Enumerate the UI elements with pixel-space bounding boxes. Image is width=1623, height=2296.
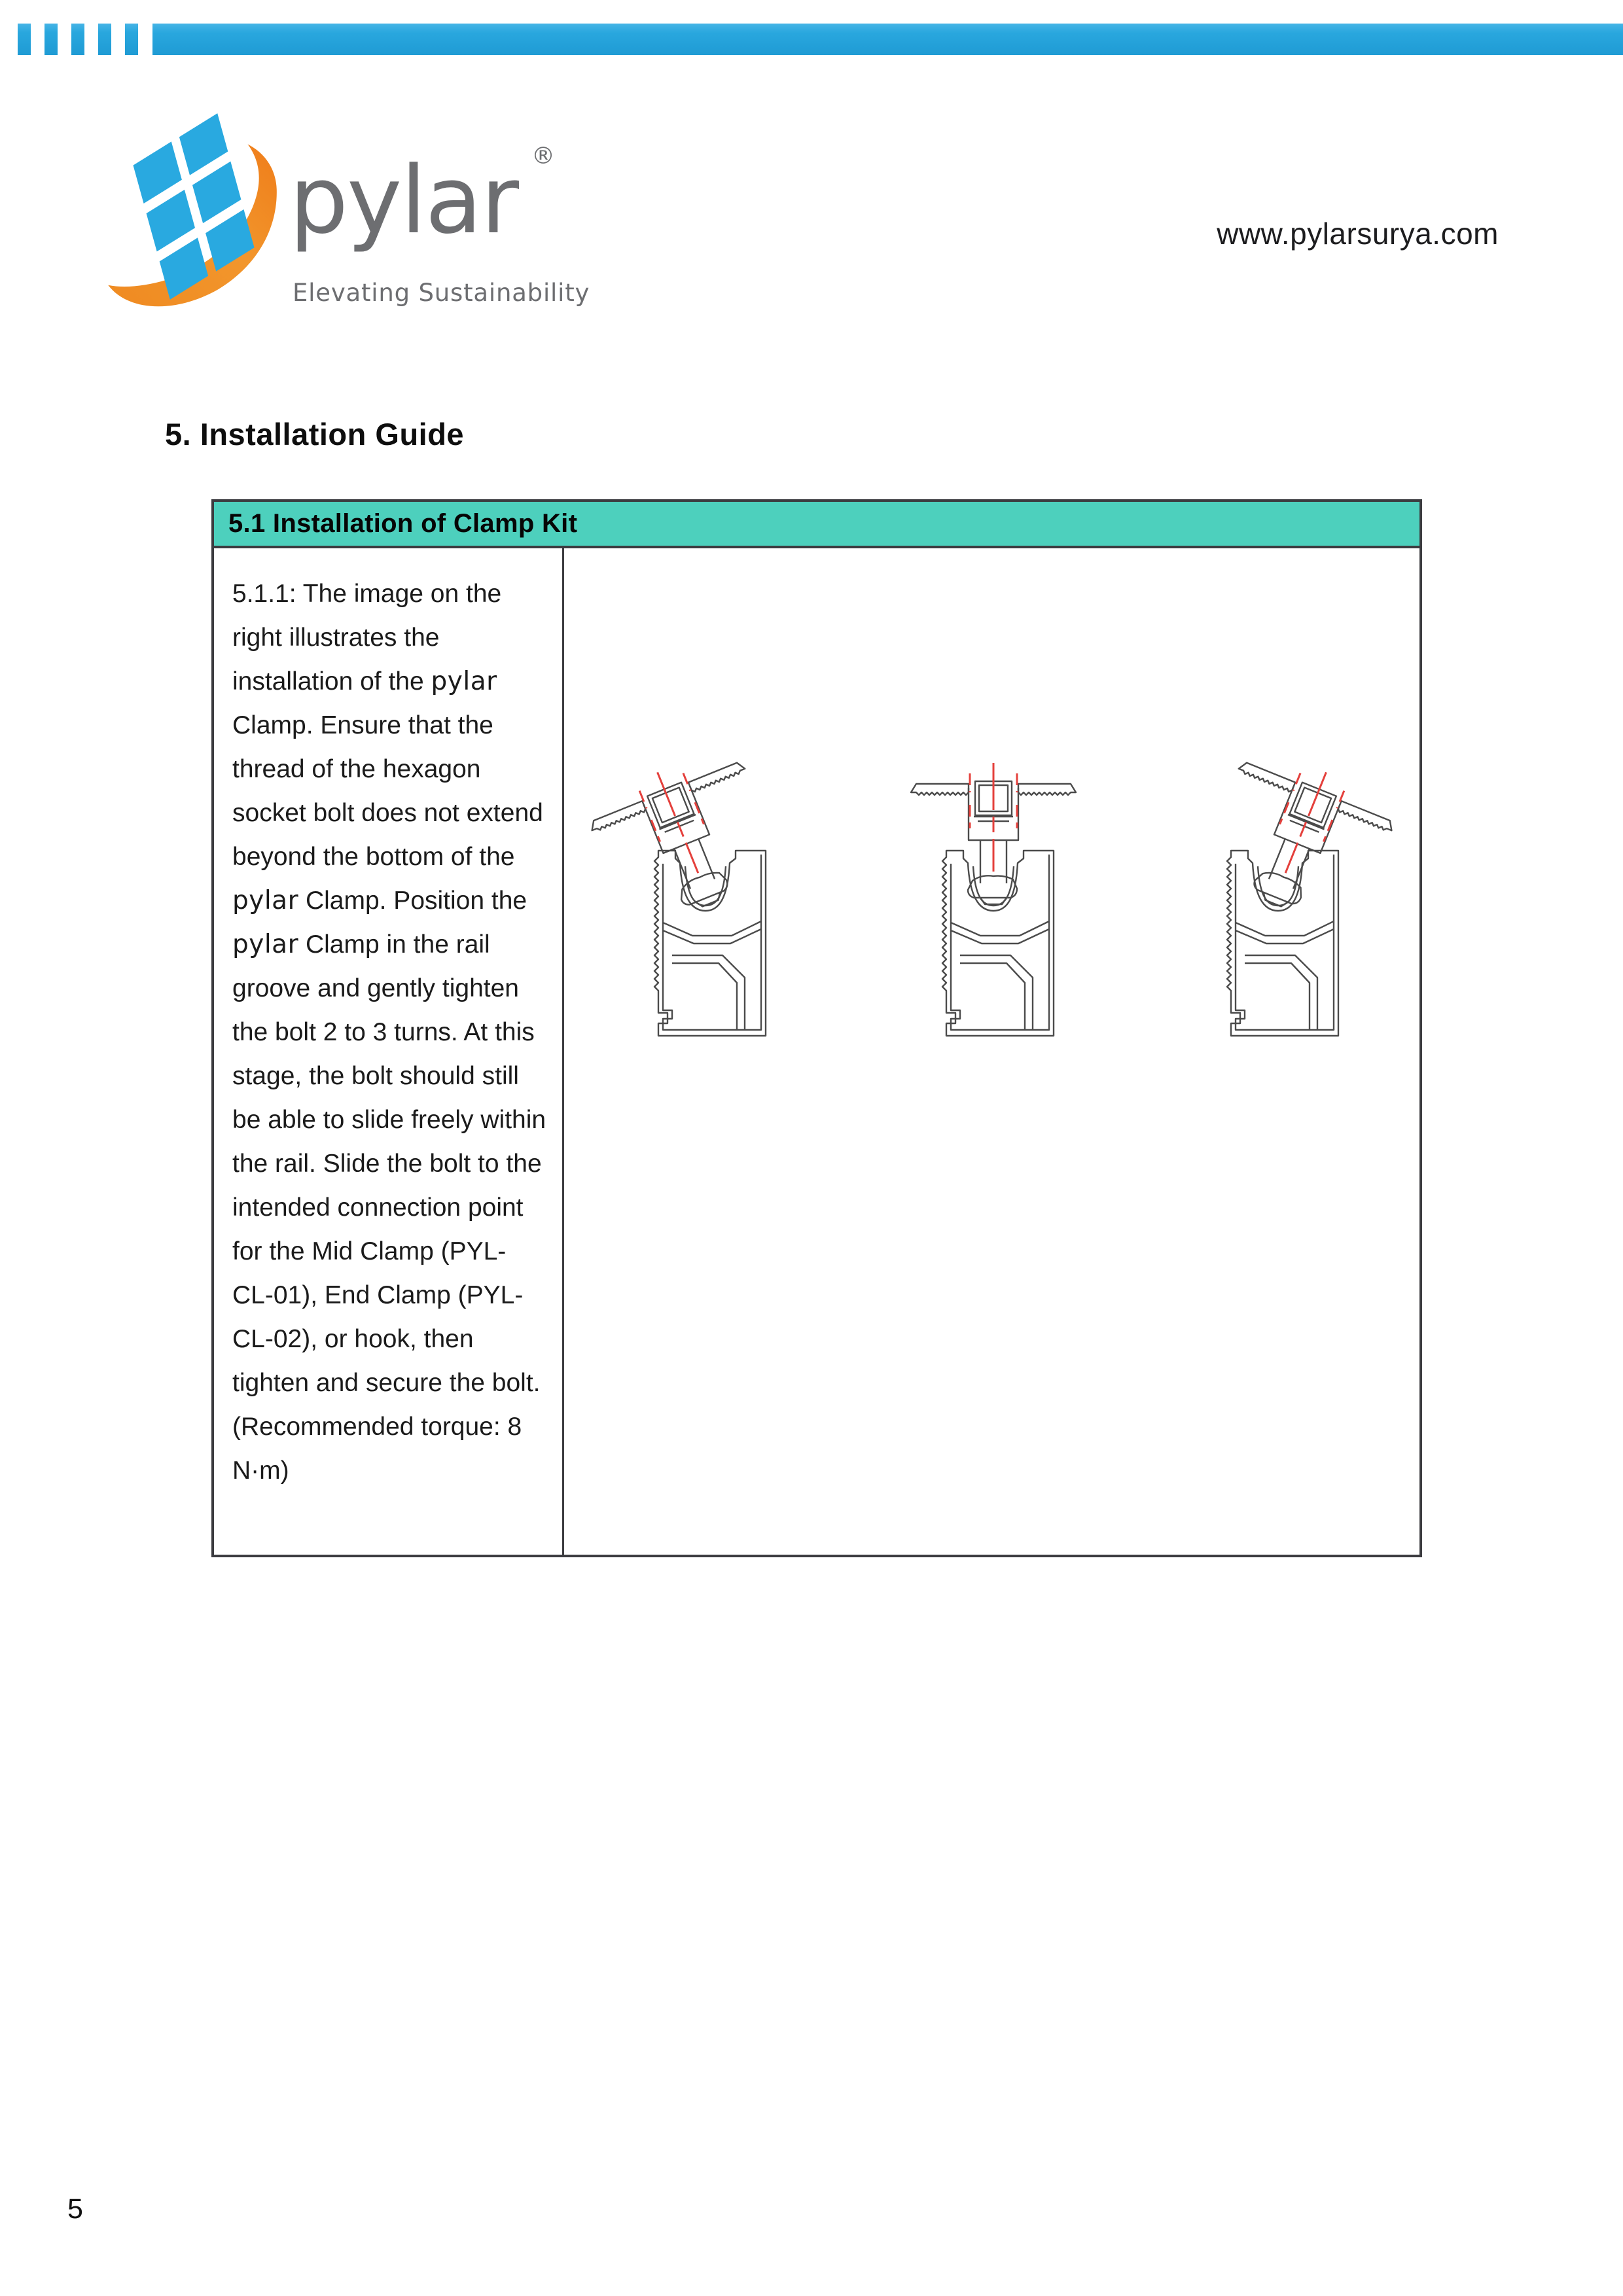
page-number: 5 — [67, 2193, 83, 2225]
topbar-rule — [152, 24, 1623, 55]
rail-profile — [942, 851, 1054, 1036]
brand-word: pylar — [232, 886, 299, 915]
logo-tagline: Elevating Sustainability — [293, 279, 590, 307]
topbar-square — [125, 24, 138, 55]
clamp-assembly — [1197, 741, 1403, 934]
table-body — [214, 548, 1419, 1557]
rail-profile — [654, 851, 766, 1036]
table-header: 5.1 Installation of Clamp Kit — [214, 502, 1419, 548]
logo-wordmark: pylar — [289, 147, 518, 255]
registered-mark: ® — [531, 143, 555, 169]
clamp-assembly — [911, 763, 1076, 904]
diagram-cell — [564, 548, 1419, 1557]
instruction-text: Clamp. Position the — [298, 887, 527, 915]
topbar-square — [45, 24, 58, 55]
instruction-text: 5.1.1: The image on the right illustrates the installation of the — [232, 580, 502, 696]
clamp-diagram-vertical — [856, 738, 1131, 1046]
topbar-square — [98, 24, 111, 55]
installation-table — [211, 499, 1422, 1557]
topbar-square — [18, 24, 31, 55]
instruction-text: Clamp. Ensure that the thread of the hexagon socket bolt does not extend beyond the bottom of the — [232, 711, 543, 871]
website-url: www.pylarsurya.com — [1217, 217, 1499, 251]
clamp-diagram-tilted-right — [1141, 738, 1416, 1046]
section-heading: 5. Installation Guide — [165, 417, 465, 451]
rail-profile — [1227, 851, 1338, 1036]
brand-word: pylar — [431, 667, 497, 696]
clamp-assembly — [581, 741, 787, 934]
instruction-text: Clamp in the rail groove and gently tighten the bolt 2 to 3 turns. At this stage, the bolt should still be able to slide freely within the rail. Slide the bolt to the intended connection point for the Mid Clamp (PYL-CL-01), End Clamp (PYL-CL-02), or hook, then tighten and secure the bolt. (Recommended torque: 8 N·m) — [232, 930, 546, 1485]
brand-word: pylar — [232, 930, 299, 959]
topbar-square — [71, 24, 84, 55]
pylar-logo-icon — [88, 93, 299, 317]
instruction-text-cell — [214, 548, 562, 1557]
clamp-diagram-tilted-left — [568, 738, 843, 1046]
